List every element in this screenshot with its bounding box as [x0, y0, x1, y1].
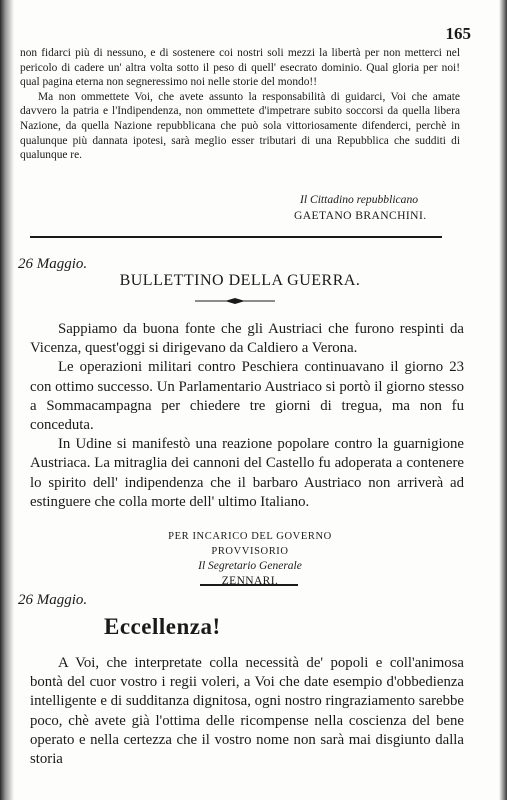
letter-paragraph-1: non fidarci più di nessuno, e di sostenere coi nostri soli mezzi la libertà per non metterci nel pericolo di cadere un' altra volta sotto il peso di quell' esecrato dominio. Qual gloria per noi! qual pagina eterna non segneressimo noi nelle storie del mondo!!: [20, 47, 460, 89]
page-edge-shadow: [499, 0, 507, 800]
ornament-divider: [195, 298, 275, 304]
bulletin-paragraph-1: Sappiamo da buona fonte che gli Austriaci che furono respinti da Vicenza, quest'oggi si dirigevano da Caldiero a Verona.: [30, 321, 464, 357]
signature-name: GAETANO BRANCHINI.: [294, 209, 427, 222]
second-date: 26 Maggio.: [18, 592, 88, 608]
letter-text: [20, 46, 460, 163]
address-paragraph: A Voi, che interpretate colla necessità de' popoli e coll'animosa bontà del cuor vostro i regii voleri, a Voi che date esempio d'obbedienza intelligente e di sudditanza dignitosa, ogni nostro ringraziamento sarebbe poco, chè avete già l'ottima delle ricompense nella coscienza del bene operato e nella certezza che il vostro nome non sarà mai disgiunto dalla storia: [30, 655, 464, 768]
byline-name: ZENNARI.: [221, 574, 279, 587]
section-divider: [30, 236, 442, 238]
byline-role: Il Segretario Generale: [198, 560, 302, 573]
bulletin-date: 26 Maggio.: [18, 256, 88, 272]
bulletin-byline: [130, 530, 370, 588]
address-body: [30, 654, 464, 769]
byline-authority: PER INCARICO DEL GOVERNO PROVVISORIO: [168, 531, 332, 557]
signature-title: Il Cittadino repubblicano: [300, 193, 419, 206]
page-binding-shadow: [0, 0, 14, 800]
bulletin-paragraph-3: In Udine si manifestò una reazione popolare contro la guarnigione Austriaca. La mitraglia dei cannoni del Castello fu adoperata a contenere lo spirito dell' indipendenza che il barbaro Austriaco non arriverà ad estinguere che colla morte dell' ultimo Italiano.: [30, 436, 464, 510]
page-number: 165: [445, 24, 471, 43]
bulletin-body: [30, 320, 464, 512]
letter-paragraph-2: Ma non ommettete Voi, che avete assunto la responsabilità di guidarci, Voi che amate davvero la patria e l'Indipendenza, non ommettete d'impetrare subito soccorsi da quella libera Nazione, da quella Nazione repubblicana che può sola vittoriosamente difenderci, perchè in qualunque più dannata ipotesi, sarà meglio esser tributari di una Repubblica che sudditi di qualunque re.: [20, 90, 460, 162]
address-heading: Eccellenza!: [104, 614, 221, 639]
bulletin-title: BULLETTINO DELLA GUERRA.: [119, 272, 361, 289]
bulletin-paragraph-2: Le operazioni militari contro Peschiera continuavano il giorno 23 con ottimo successo. Un Parlamentario Austriaco si portò il giorno stesso a Sommacampagna per chiedere tre giorni di tregua, ma non fu conceduta.: [30, 359, 464, 434]
short-divider: [200, 584, 298, 586]
